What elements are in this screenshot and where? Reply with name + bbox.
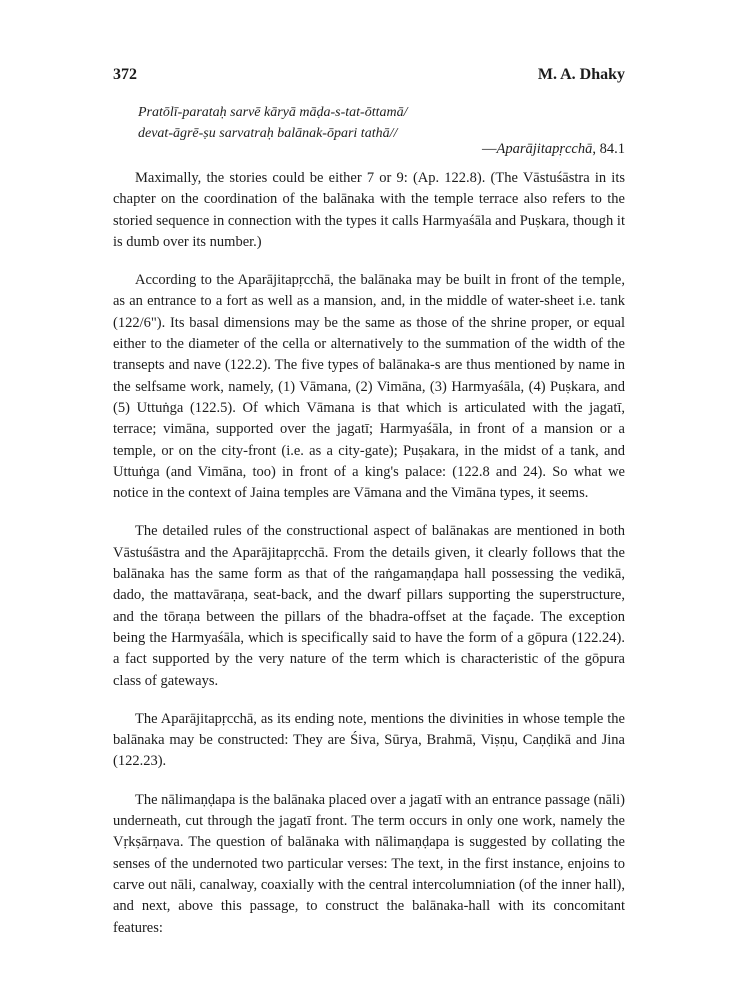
verse-quotation <box>138 102 618 144</box>
paragraph: Maximally, the stories could be either 7 or 9: (Ap. 122.8). (The Vāstuśāstra in its chapter on the coordination of the balānaka with the temple terrace also refers to the storied sequence in connection with the types it calls Harmyaśāla and Puṣkara, though it is dumb over its number.) <box>113 170 625 250</box>
paragraph: The detailed rules of the constructional aspect of balānakas are mentioned in both Vāstuśāstra and the Aparājitapṛcchā. From the details given, it clearly follows that the balānaka has the same form as that of the raṅgamaṇḍapa hall possessing the vedikā, dado, the mattavāraṇa, seat-back, and the dwarf pillars supporting the superstructure, and the tōraṇa between the pillars of the bhadra-offset at the façade. The exception being the Harmyaśāla, which is specifically said to have the form of a gōpura (122.24). a fact supported by the very nature of the term which is characteristic of the gōpura class of gateways. <box>113 523 625 689</box>
verse-citation <box>482 141 625 158</box>
citation-dash: — <box>482 141 497 157</box>
paragraph: According to the Aparājitapṛcchā, the balānaka may be built in front of the temple, as an entrance to a fort as well as a mansion, and, in the middle of water-sheet i.e. tank (122/6"). Its basal dimensions may be the same as those of the shrine proper, or equal either to the diameter of the cella or alternatively to the summation of the width of the transepts and nave (122.2). The five types of balānaka-s are thus mentioned by name in the selfsame work, namely, (1) Vāmana, (2) Vimāna, (3) Harmyaśāla, (4) Puṣkara, and (5) Uttuṅga (122.5). Of which Vāmana is that which is articulated with the jagatī, terrace; vimāna, supported over the jagatī; Harmyaśāla, in front of a mansion or a temple, or on the city-front (i.e. as a city-gate); Puṣakara, in the midst of a tank, and Uttuṅga (and Vimāna, too) in front of a king's palace: (122.8 and 24). So what we notice in the context of Jaina temples are Vāmana and the Vimāna types, it seems. <box>113 272 625 502</box>
page-number: 372 <box>113 66 137 83</box>
paragraph: The Aparājitapṛcchā, as its ending note, mentions the divinities in whose temple the balānaka may be constructed: They are Śiva, Sūrya, Brahmā, Viṣṇu, Caṇḍikā and Jina (122.23). <box>113 710 625 770</box>
verse-line: devat-āgrē-ṣu sarvatraḥ balānak-ōpari tathā// <box>138 126 398 141</box>
running-head-author: M. A. Dhaky <box>537 66 625 83</box>
citation-title: Aparājitapṛcchā <box>496 141 593 157</box>
page-header <box>113 66 625 84</box>
citation-reference: , 84.1 <box>592 141 625 157</box>
body-text <box>113 168 625 956</box>
verse-line: Pratōlī-parataḥ sarvē kāryā māḍa-s-tat-ōttamā/ <box>138 105 408 120</box>
paragraph: The nālimaṇḍapa is the balānaka placed over a jagatī with an entrance passage (nāli) underneath, cut through the jagatī front. The term occurs in only one work, namely the Vṛkṣārṇava. The question of balānaka with nālimaṇḍapa is suggested by collating the senses of the undernoted two particular verses: The text, in the first instance, enjoins to carve out nāli, canalway, coaxially with the central intercolumniation (of the inner hall), and next, above this passage, to construct the balānaka-hall with its concomitant features: <box>113 791 625 936</box>
